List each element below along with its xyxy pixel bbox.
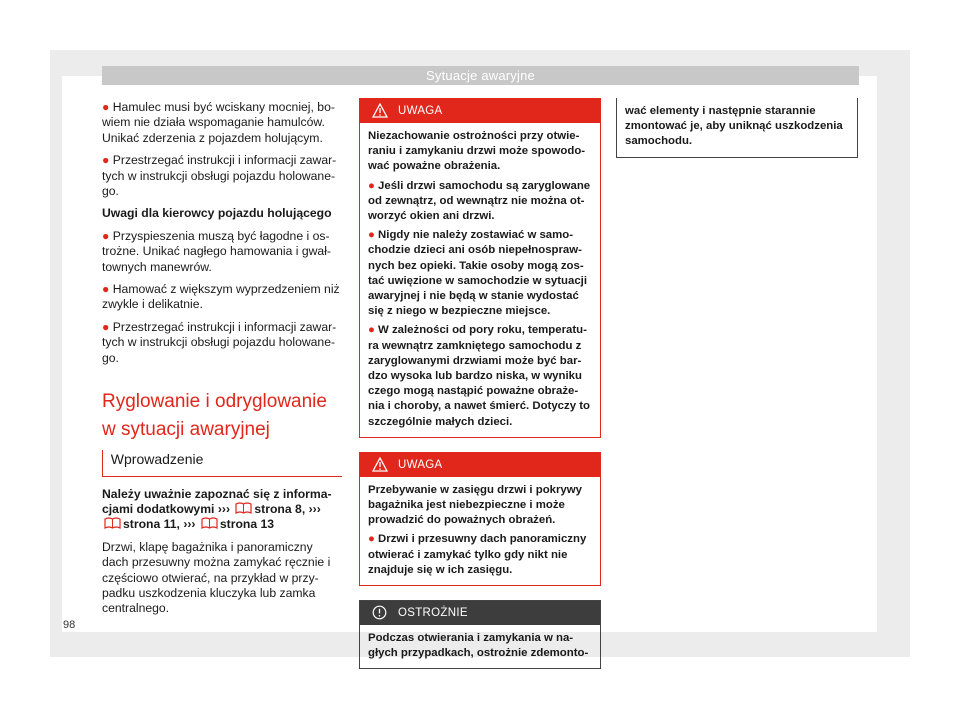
list-item: ● Przestrzegać instrukcji i informacji zawar-tych w instrukcji obsługi pojazdu holowane-go.	[102, 153, 337, 199]
body-text: Drzwi, klapę bagażnika i panoramiczny dach przesuwny można zamykać ręcznie i częściowo otwierać, na przykład w przy-padku uszkodzenia kluczyka lub zamka centralnego.	[102, 539, 331, 616]
page-ref-link[interactable]: strona 8	[254, 501, 302, 516]
caution-box	[359, 600, 601, 669]
warning-header: UWAGA	[360, 99, 600, 123]
column-middle	[359, 98, 601, 683]
book-icon	[235, 502, 252, 514]
book-icon	[201, 517, 218, 529]
intro-heading-wrap	[102, 450, 342, 476]
subheading: Uwagi dla kierowcy pojazdu holującego	[102, 206, 332, 221]
page-ref-link[interactable]: strona 13	[219, 517, 275, 532]
intro-heading: Wprowadzenie	[103, 450, 342, 476]
caution-box-continued	[616, 98, 858, 158]
list-item: ● Hamulec musi być wciskany mocniej, bo-wiem nie działa wspomaganie hamulców. Unikać zderzenia z pojazdem holującym.	[102, 100, 335, 145]
list-item: ● Hamować z większym wyprzedzeniem niż zwykle i delikatnie.	[102, 282, 340, 312]
list-item: ● Nigdy nie należy zostawiać w samo-chodzie dzieci ani osób niepełnospraw-nych bez opieki. Takie osoby mogą zos-tać uwięzione w samochodzie w sytuacji awaryjnej i nie będą w stanie wydostać się z niego w bezpieczne miejsce.	[368, 229, 588, 318]
book-icon	[104, 517, 121, 529]
bullet-icon: ●	[368, 179, 379, 192]
caution-body: wać elementy i następnie starannie zmontować je, aby uniknąć uszkodzenia samochodu.	[625, 105, 843, 148]
ref-arrows: ›››	[217, 501, 231, 516]
chapter-header: Sytuacje awaryjne	[102, 66, 859, 85]
warning-body: Przebywanie w zasięgu drzwi i pokrywy bagażnika jest niebezpieczne i może prowadzić do poważnych obrażeń. ● Drzwi i przesuwny dach panoramiczny otwierać i zamykać tylko gdy nikt nie znajduje się w ich zasięgu.	[360, 477, 600, 585]
bullet-icon: ●	[368, 229, 379, 242]
bullet-icon: ●	[102, 100, 113, 114]
bullet-icon: ●	[368, 324, 379, 337]
ref-arrows: ›››	[308, 501, 321, 516]
ref-arrows: ›››	[183, 517, 196, 532]
additional-info-note: Należy uważnie zapoznać się z informa-cjami dodatkowymi ››› strona 8, ››› strona 11, ››› strona 13	[102, 486, 332, 532]
bullet-icon: ●	[102, 319, 113, 334]
warning-triangle-icon	[372, 103, 388, 118]
warning-body: Niezachowanie ostrożności przy otwie-raniu i zamykaniu drzwi może spowodo-wać poważne obrażenia. ● Jeśli drzwi samochodu są zaryglowane od zewnątrz, od wewnątrz nie można ot-worzyć okien ani drzwi. ● Nigdy nie należy zostawiać w samo-chodzie dzieci ani osób niepełnospraw-nych bez opieki. Takie osoby mogą zos-tać uwięzione w samochodzie w sytuacji awaryjnej i nie będą w stanie wydostać się z niego w bezpieczne miejsce. ● W zależności od pory roku, temperatu-ra wewnątrz zamkniętego samochodu z zaryglowanymi drzwiami może być bar-dzo wysoka lub bardzo niska, w wyniku czego mogą nastąpić poważne obraże-nia i choroby, a nawet śmierć. Dotyczy to szczególnie małych dzieci.	[360, 123, 600, 437]
caution-header: OSTROŻNIE	[360, 601, 600, 625]
caution-circle-icon	[372, 605, 387, 620]
column-left	[102, 100, 342, 624]
list-item: ● Jeśli drzwi samochodu są zaryglowane od zewnątrz, od wewnątrz nie można ot-worzyć okien ani drzwi.	[368, 179, 591, 223]
column-right	[616, 98, 858, 172]
section-title: Ryglowanie i odryglowanie w sytuacji awaryjnej	[102, 391, 327, 441]
list-item: ● W zależności od pory roku, temperatu-ra wewnątrz zamkniętego samochodu z zaryglowanymi drzwiami może być bar-dzo wysoka lub bardzo niska, w wyniku czego mogą nastąpić poważne obraże-nia i choroby, a nawet śmierć. Dotyczy to szczególnie małych dzieci.	[368, 324, 590, 428]
bullet-icon: ●	[102, 228, 113, 243]
caution-body: Podczas otwierania i zamykania w na-głych przypadkach, ostrożnie zdemonto-	[368, 632, 589, 660]
bullet-icon: ●	[102, 282, 113, 297]
page-ref-link[interactable]: strona 11	[123, 517, 177, 532]
bullet-icon: ●	[368, 533, 379, 546]
warning-header: UWAGA	[360, 453, 600, 477]
bullet-icon: ●	[102, 153, 113, 168]
warning-box	[359, 98, 601, 438]
list-item: ● Przyspieszenia muszą być łagodne i os-trożne. Unikać nagłego hamowania i gwał-townych manewrów.	[102, 228, 331, 274]
warning-box	[359, 452, 601, 586]
page-number: 98	[63, 619, 76, 631]
list-item: ● Przestrzegać instrukcji i informacji zawar-tych w instrukcji obsługi pojazdu holowane-go.	[102, 319, 337, 365]
list-item: ● Drzwi i przesuwny dach panoramiczny otwierać i zamykać tylko gdy nikt nie znajduje się w ich zasięgu.	[368, 533, 587, 576]
warning-triangle-icon	[372, 457, 388, 472]
